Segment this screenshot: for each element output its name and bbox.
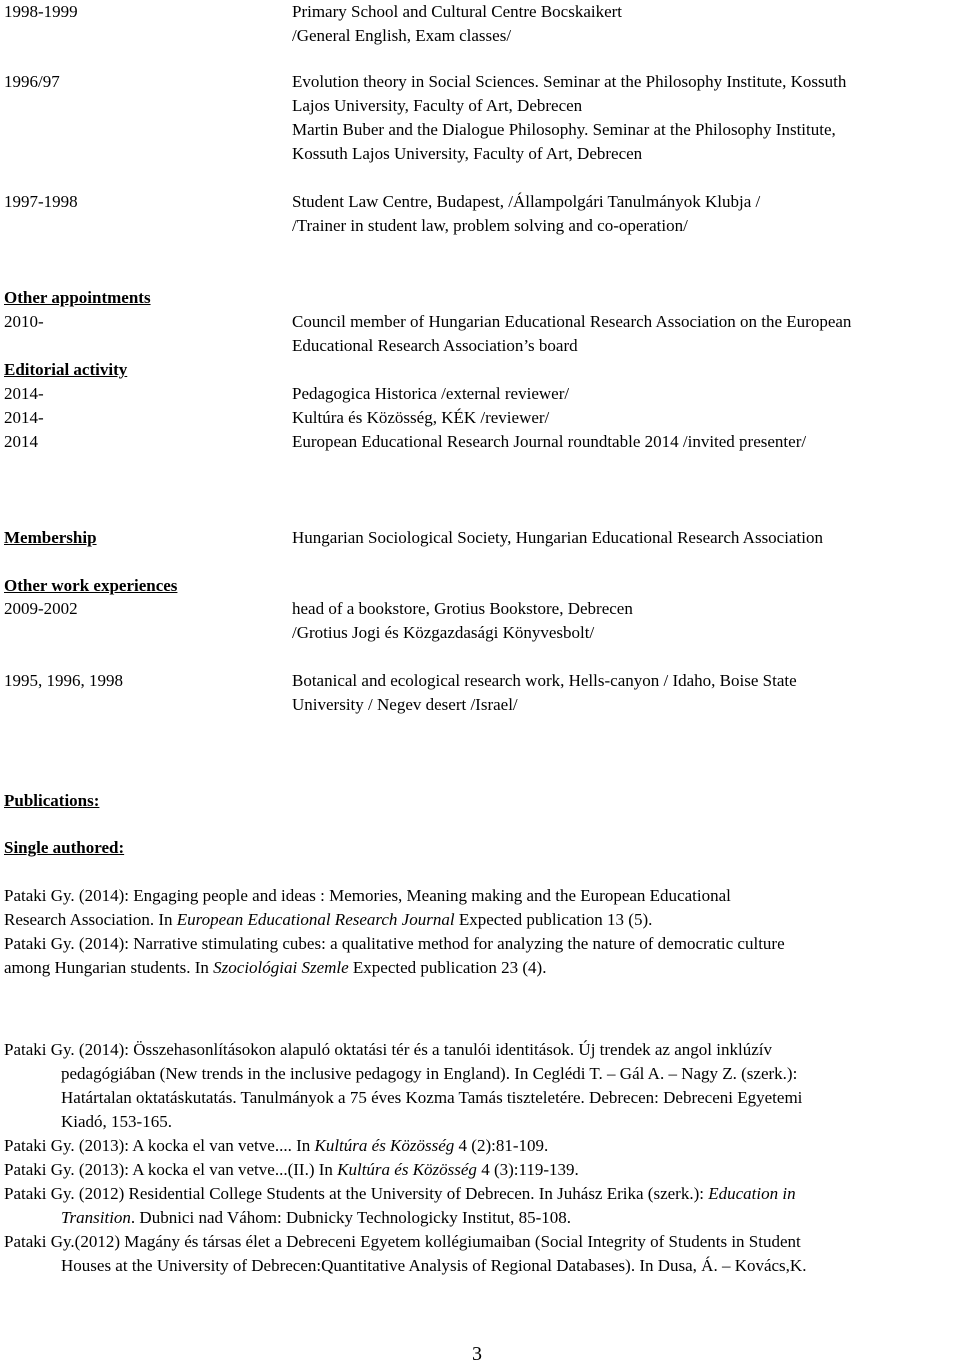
publication-line: Research Association. In European Educational Research Journal Expected publication 13 (5). [4, 910, 653, 929]
entry-year: 2010- [4, 312, 44, 331]
section-heading-other-appointments: Other appointments [4, 288, 151, 307]
publication-line: Pataki Gy. (2014): Narrative stimulating cubes: a qualitative method for analyzing the nature of democratic culture [4, 934, 785, 953]
page-number: 3 [472, 1343, 482, 1365]
entry-year: 2014- [4, 384, 44, 403]
entry-line: Evolution theory in Social Sciences. Seminar at the Philosophy Institute, Kossuth [292, 72, 847, 91]
publication-entry [4, 1038, 960, 1134]
entry-year: 2014- [4, 408, 44, 427]
entry-line: /Grotius Jogi és Közgazdasági Könyvesbolt/ [292, 623, 595, 642]
entry-line: University / Negev desert /Israel/ [292, 695, 518, 714]
publication-line: Kiadó, 153-165. [61, 1112, 172, 1131]
entry-line: Kultúra és Közösség, KÉK /reviewer/ [292, 408, 550, 427]
publication-line: Pataki Gy.(2012) Magány és társas élet a Debreceni Egyetem kollégiumaiban (Social Integrity of Students in Student [4, 1232, 801, 1251]
entry-line: European Educational Research Journal roundtable 2014 /invited presenter/ [292, 432, 807, 451]
entry-line: Pedagogica Historica /external reviewer/ [292, 384, 570, 403]
publication-line: Pataki Gy. (2013): A kocka el van vetve...(II.) In Kultúra és Közösség 4 (3):119-139. [4, 1160, 579, 1179]
publication-entry [4, 932, 960, 980]
entry-line: Botanical and ecological research work, Hells-canyon / Idaho, Boise State [292, 671, 797, 690]
entry-line: /General English, Exam classes/ [292, 26, 512, 45]
section-heading-membership: Membership [4, 528, 97, 547]
publication-entry [4, 1182, 960, 1230]
publication-line: Transition. Dubnici nad Váhom: Dubnicky Technologicky Institut, 85-108. [61, 1208, 572, 1227]
entry-line: Kossuth Lajos University, Faculty of Art, Debrecen [292, 144, 643, 163]
publication-line: Pataki Gy. (2013): A kocka el van vetve.... In Kultúra és Közösség 4 (2):81-109. [4, 1136, 549, 1155]
entry-line: Lajos University, Faculty of Art, Debrecen [292, 96, 583, 115]
publication-line: pedagógiában (New trends in the inclusive pedagogy in England). In Ceglédi T. – Gál A. – Nagy Z. (szerk.): [61, 1064, 798, 1083]
publication-line: Pataki Gy. (2014): Engaging people and ideas : Memories, Meaning making and the European Educational [4, 886, 731, 905]
entry-year: 1996/97 [4, 72, 60, 91]
entry-year: 2009-2002 [4, 599, 78, 618]
publication-entry [4, 1134, 960, 1158]
publication-line: Határtalan oktatáskutatás. Tanulmányok a 75 éves Kozma Tamás tiszteletére. Debrecen: Debreceni Egyetemi [61, 1088, 803, 1107]
section-heading-work: Other work experiences [4, 576, 178, 595]
entry-year: 1997-1998 [4, 192, 78, 211]
entry-line: Hungarian Sociological Society, Hungarian Educational Research Association [292, 528, 823, 547]
section-subheading-single-authored: Single authored: [4, 838, 125, 857]
entry-year: 2014 [4, 432, 38, 451]
publication-entry [4, 884, 960, 932]
publication-entry [4, 1230, 960, 1278]
entry-line: Primary School and Cultural Centre Bocskaikert [292, 2, 623, 21]
entry-line: Martin Buber and the Dialogue Philosophy. Seminar at the Philosophy Institute, [292, 120, 836, 139]
publication-entry [4, 1158, 960, 1182]
entry-line: Educational Research Association’s board [292, 336, 578, 355]
entry-year: 1998-1999 [4, 2, 78, 21]
entry-line: head of a bookstore, Grotius Bookstore, Debrecen [292, 599, 633, 618]
entry-line: Student Law Centre, Budapest, /Állampolgári Tanulmányok Klubja / [292, 192, 761, 211]
section-heading-editorial: Editorial activity [4, 360, 128, 379]
publication-line: among Hungarian students. In Szociológiai Szemle Expected publication 23 (4). [4, 958, 547, 977]
publication-line: Pataki Gy. (2012) Residential College Students at the University of Debrecen. In Juhász Erika (szerk.): Education in [4, 1184, 796, 1203]
entry-year: 1995, 1996, 1998 [4, 671, 123, 690]
entry-line: /Trainer in student law, problem solving and co-operation/ [292, 216, 688, 235]
publication-line: Houses at the University of Debrecen:Quantitative Analysis of Regional Databases). In Dusa, Á. – Kovács,K. [61, 1256, 807, 1275]
publication-line: Pataki Gy. (2014): Összehasonlításokon alapuló oktatási tér és a tanulói identitások. Új trendek az angol inklúzív [4, 1040, 772, 1059]
section-heading-publications: Publications: [4, 791, 100, 810]
entry-line: Council member of Hungarian Educational Research Association on the European [292, 312, 852, 331]
